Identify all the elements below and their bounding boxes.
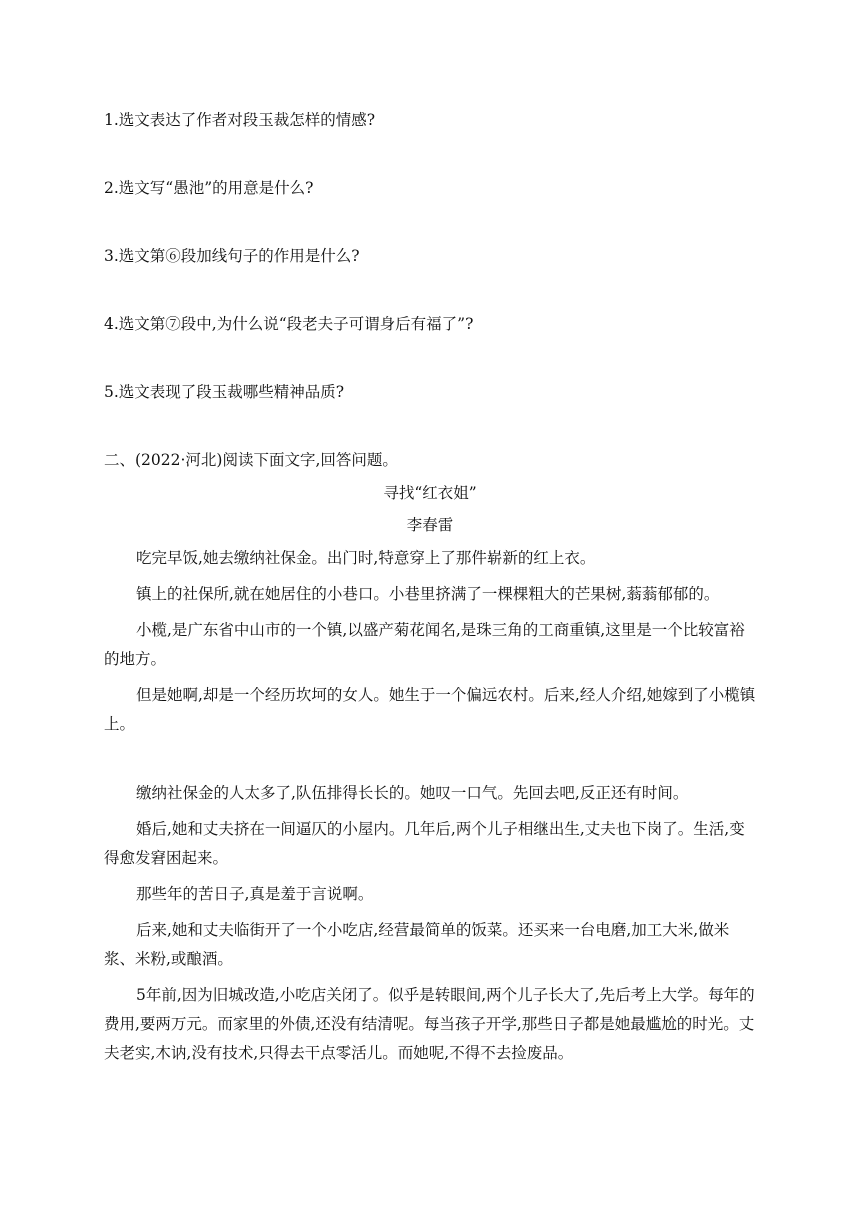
paragraph: 后来,她和丈夫临街开了一个小吃店,经营最简单的饭菜。还买来一台电磨,加工大米,做米浆、米粉,或酿酒。 bbox=[104, 921, 730, 968]
question-3: 3.选文第⑥段加线句子的作用是什么? bbox=[104, 247, 360, 265]
paragraph: 婚后,她和丈夫挤在一间逼仄的小屋内。几年后,两个儿子相继出生,丈夫也下岗了。生活,变得愈发窘困起来。 bbox=[104, 820, 745, 867]
paragraph: 吃完早饭,她去缴纳社保金。出门时,特意穿上了那件崭新的红上衣。 bbox=[136, 549, 596, 567]
question-1: 1.选文表达了作者对段玉裁怎样的情感? bbox=[104, 111, 376, 129]
question-2: 2.选文写“愚池”的用意是什么? bbox=[104, 179, 314, 197]
paragraph: 那些年的苦日子,真是羞于言说啊。 bbox=[136, 885, 374, 903]
paragraph: 缴纳社保金的人太多了,队伍排得长长的。她叹一口气。先回去吧,反正还有时间。 bbox=[136, 784, 689, 802]
article-body bbox=[104, 544, 756, 1075]
section-heading: 二、(2022·河北)阅读下面文字,回答问题。 bbox=[104, 451, 398, 469]
question-5: 5.选文表现了段玉裁哪些精神品质? bbox=[104, 383, 345, 401]
article-author: 李春雷 bbox=[406, 516, 454, 534]
article-title: 寻找“红衣姐” bbox=[383, 484, 477, 502]
paragraph: 5年前,因为旧城改造,小吃店关闭了。似乎是转眼间,两个儿子长大了,先后考上大学。每年的费用,要两万元。而家里的外债,还没有结清呢。每当孩子开学,那些日子都是她最尴尬的时光。丈夫老实,木讷,没有技术,只得去干点零活儿。而她呢,不得不去捡废品。 bbox=[104, 986, 755, 1062]
paragraph: 小榄,是广东省中山市的一个镇,以盛产菊花闻名,是珠三角的工商重镇,这里是一个比较富裕的地方。 bbox=[104, 621, 745, 668]
paragraph: 但是她啊,却是一个经历坎坷的女人。她生于一个偏远农村。后来,经人介绍,她嫁到了小榄镇上。 bbox=[104, 686, 756, 733]
paragraph: 镇上的社保所,就在她居住的小巷口。小巷里挤满了一棵棵粗大的芒果树,蓊蓊郁郁的。 bbox=[136, 585, 720, 603]
question-4: 4.选文第⑦段中,为什么说“段老夫子可谓身后有福了”? bbox=[104, 315, 474, 333]
